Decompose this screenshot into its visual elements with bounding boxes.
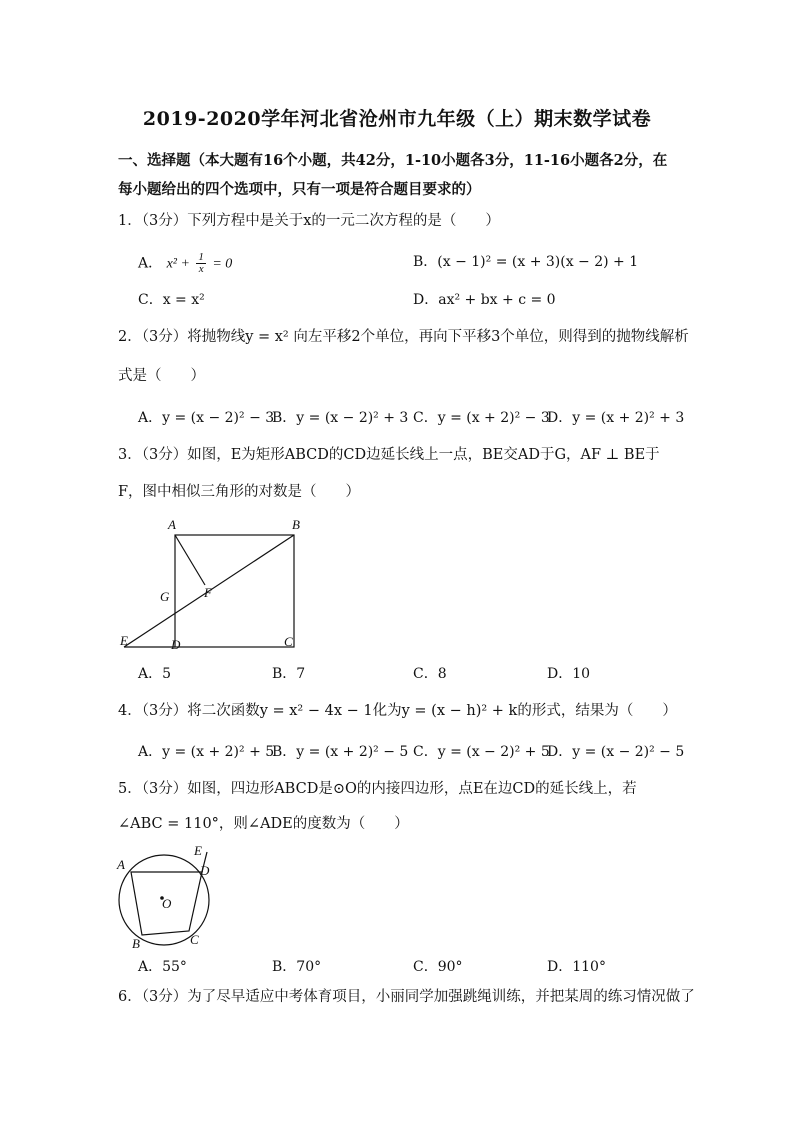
question-5-stem-line1: 5．（3分）如图，四边形ABCD是⊙O的内接四边形，点E在边CD的延长线上，若 bbox=[118, 781, 637, 797]
question-4-option-b: B．y = (x + 2)² − 5 bbox=[272, 744, 409, 760]
label-a: A bbox=[117, 857, 125, 872]
label-b: B bbox=[292, 517, 300, 532]
rectangle-abcd bbox=[175, 535, 294, 647]
label-o: O bbox=[162, 896, 172, 911]
question-2-option-b: B．y = (x − 2)² + 3 bbox=[272, 410, 409, 426]
question-2-stem-line2: 式是（ ） bbox=[118, 368, 205, 384]
question-4-option-a: A．y = (x + 2)² + 5 bbox=[138, 744, 275, 760]
label-b: B bbox=[132, 936, 140, 951]
fraction bbox=[196, 252, 206, 275]
question-2-option-c: C．y = (x + 2)² − 3 bbox=[413, 410, 550, 426]
option-a-label: A． bbox=[138, 255, 163, 272]
label-e: E bbox=[194, 843, 202, 858]
question-5-option-b: B．70° bbox=[272, 959, 322, 975]
question-3-option-c: C．8 bbox=[413, 666, 447, 682]
question-3-option-d: D．10 bbox=[547, 666, 591, 682]
question-5-stem-line2: ∠ABC = 110°，则∠ADE的度数为（ ） bbox=[118, 816, 409, 832]
question-5-option-c: C．90° bbox=[413, 959, 463, 975]
label-g: G bbox=[160, 589, 170, 604]
question-1-option-c: C．x = x² bbox=[138, 292, 205, 308]
question-4-stem: 4．（3分）将二次函数y = x² − 4x − 1化为y = (x − h)² + k的形式，结果为（ ） bbox=[118, 703, 677, 719]
question-2-option-d: D．y = (x + 2)² + 3 bbox=[547, 410, 685, 426]
label-d: D bbox=[171, 637, 181, 652]
question-4-option-c: C．y = (x − 2)² + 5 bbox=[413, 744, 550, 760]
option-a-expr-post: = 0 bbox=[212, 256, 233, 272]
question-3-stem-line2: F，图中相似三角形的对数是（ ） bbox=[118, 484, 361, 500]
question-1-stem: 1．（3分）下列方程中是关于x的一元二次方程的是（ ） bbox=[118, 213, 500, 229]
label-d: D bbox=[200, 863, 210, 878]
question-3-option-b: B．7 bbox=[272, 666, 306, 682]
question-1-option-d: D．ax² + bx + c = 0 bbox=[413, 292, 556, 308]
rectangle-figure bbox=[112, 515, 312, 655]
label-e: E bbox=[120, 633, 128, 648]
question-5-option-d: D．110° bbox=[547, 959, 606, 975]
label-f: F bbox=[204, 585, 212, 600]
circle-figure bbox=[112, 842, 222, 954]
label-c: C bbox=[190, 932, 199, 947]
fraction-denominator: x bbox=[198, 263, 204, 275]
label-a: A bbox=[168, 517, 176, 532]
question-2-option-a: A．y = (x − 2)² − 3 bbox=[138, 410, 275, 426]
question-3-option-a: A．5 bbox=[138, 666, 172, 682]
line-af bbox=[175, 535, 205, 585]
label-c: C bbox=[284, 634, 293, 649]
page-title: 2019-2020学年河北省沧州市九年级（上）期末数学试卷 bbox=[142, 108, 652, 130]
option-a-expr-pre: x² + bbox=[166, 256, 190, 272]
question-4-option-d: D．y = (x − 2)² − 5 bbox=[547, 744, 685, 760]
question-6-stem-line1: 6．（3分）为了尽早适应中考体育项目，小丽同学加强跳绳训练，并把某周的练习情况做了 bbox=[118, 989, 695, 1005]
fraction-numerator: 1 bbox=[198, 251, 204, 263]
question-5-option-a: A．55° bbox=[138, 959, 187, 975]
question-2-stem-line1: 2．（3分）将抛物线y = x² 向左平移2个单位，再向下平移3个单位，则得到的抛物线解析 bbox=[118, 329, 689, 345]
section-heading: 一、选择题（本大题有16个小题，共42分，1-10小题各3分，11-16小题各2分，在每小题给出的四个选项中，只有一项是符合题目要求的） bbox=[118, 152, 668, 198]
question-1-option-b: B．(x − 1)² = (x + 3)(x − 2) + 1 bbox=[413, 254, 639, 270]
question-3-stem-line1: 3．（3分）如图，E为矩形ABCD的CD边延长线上一点，BE交AD于G，AF ⊥ BE于 bbox=[118, 447, 660, 463]
question-1-option-a bbox=[138, 252, 232, 275]
